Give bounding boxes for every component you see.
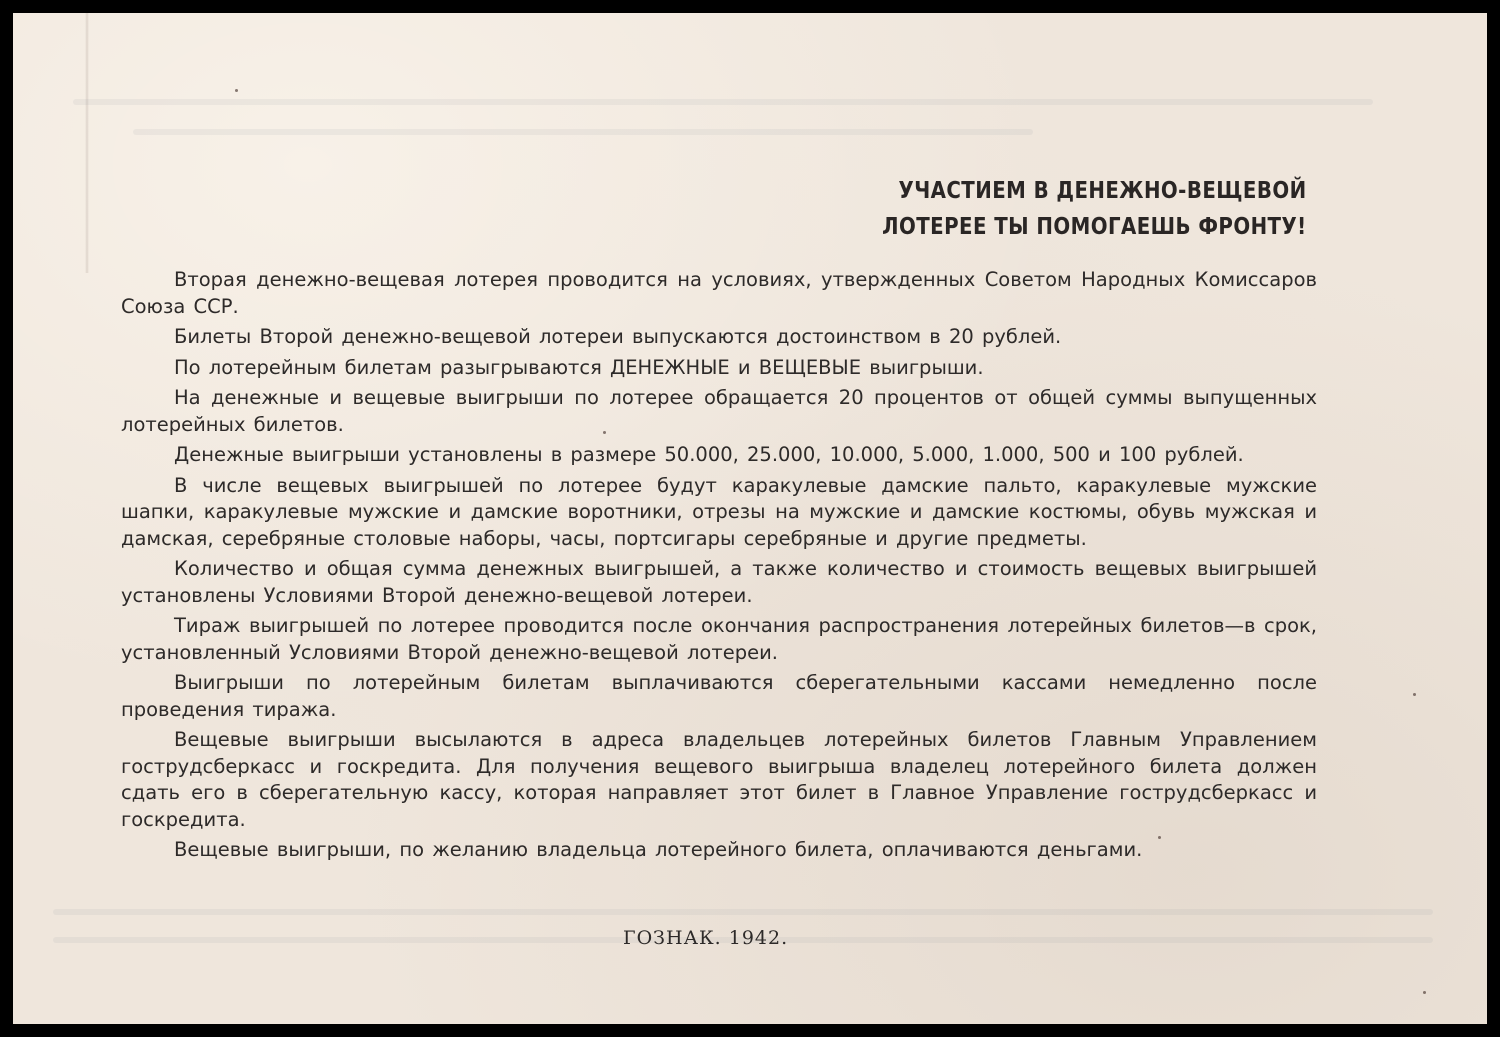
- paragraph-cash-option: Вещевые выигрыши, по желанию владельца лотерейного билета, оплачиваются деньгами.: [174, 838, 1143, 861]
- lottery-ticket-back: [13, 13, 1487, 1024]
- ink-speck: [1423, 991, 1426, 994]
- slogan-line-1: УЧАСТИЕМ В ДЕНЕЖНО-ВЕЩЕВОЙ: [898, 178, 1307, 204]
- paragraph-quantities: Количество и общая сумма денежных выигрышей, а также количество и стоимость вещевых выигрышей установлены Условиями Второй денежно-вещевой лотереи.: [121, 557, 1317, 607]
- printer-imprint: ГОЗНАК. 1942.: [623, 927, 789, 949]
- paragraph-draw: Тираж выигрышей по лотерее проводится после окончания распространения лотерейных билетов—в срок, установленный Условиями Второй денежно-вещевой лотереи.: [121, 614, 1317, 664]
- ink-speck: [1413, 693, 1416, 696]
- slogan-line-2: ЛОТЕРЕЕ ТЫ ПОМОГАЕШЬ ФРОНТУ!: [882, 214, 1307, 240]
- terms-text: [121, 267, 1317, 868]
- paper-crease: [85, 13, 89, 273]
- paragraph-prize-fund: На денежные и вещевые выигрыши по лотерее обращается 20 процентов от общей суммы выпущенных лотерейных билетов.: [121, 386, 1317, 436]
- show-through-line: [73, 99, 1373, 105]
- paragraph-goods-delivery: Вещевые выигрыши высылаются в адреса владельцев лотерейных билетов Главным Управлением гострудсберкасс и госкредита. Для получения вещевого выигрыша владелец лотерейного билета должен сдать его в сберегательную кассу, которая направляет этот билет в Главное Управление гострудсберкасс и госкредита.: [121, 728, 1317, 831]
- paragraph-payout: Выигрыши по лотерейным билетам выплачиваются сберегательными кассами немедленно после проведения тиража.: [121, 671, 1317, 721]
- paragraph-prize-types: По лотерейным билетам разыгрываются ДЕНЕЖНЫЕ и ВЕЩЕВЫЕ выигрыши.: [174, 355, 984, 379]
- ink-speck: [1158, 836, 1161, 839]
- slogan-heading: [882, 173, 1307, 245]
- ink-speck: [235, 89, 238, 92]
- ink-speck: [603, 431, 606, 434]
- paragraph-cash-amounts: Денежные выигрыши установлены в размере 50.000, 25.000, 10.000, 5.000, 1.000, 500 и 100 рублей.: [174, 443, 1244, 466]
- show-through-line: [133, 129, 1033, 135]
- paragraph-conditions: Вторая денежно-вещевая лотерея проводится на условиях, утвержденных Советом Народных Комиссаров Союза ССР.: [121, 268, 1317, 318]
- show-through-line: [53, 909, 1433, 915]
- paragraph-ticket-price: Билеты Второй денежно-вещевой лотереи выпускаются достоинством в 20 рублей.: [174, 325, 1062, 348]
- paragraph-goods-list: В числе вещевых выигрышей по лотерее будут каракулевые дамские пальто, каракулевые мужские шапки, каракулевые мужские и дамские воротники, отрезы на мужские и дамские костюмы, обувь мужская и дамская, серебряные столовые наборы, часы, портсигары серебряные и другие предметы.: [121, 473, 1317, 550]
